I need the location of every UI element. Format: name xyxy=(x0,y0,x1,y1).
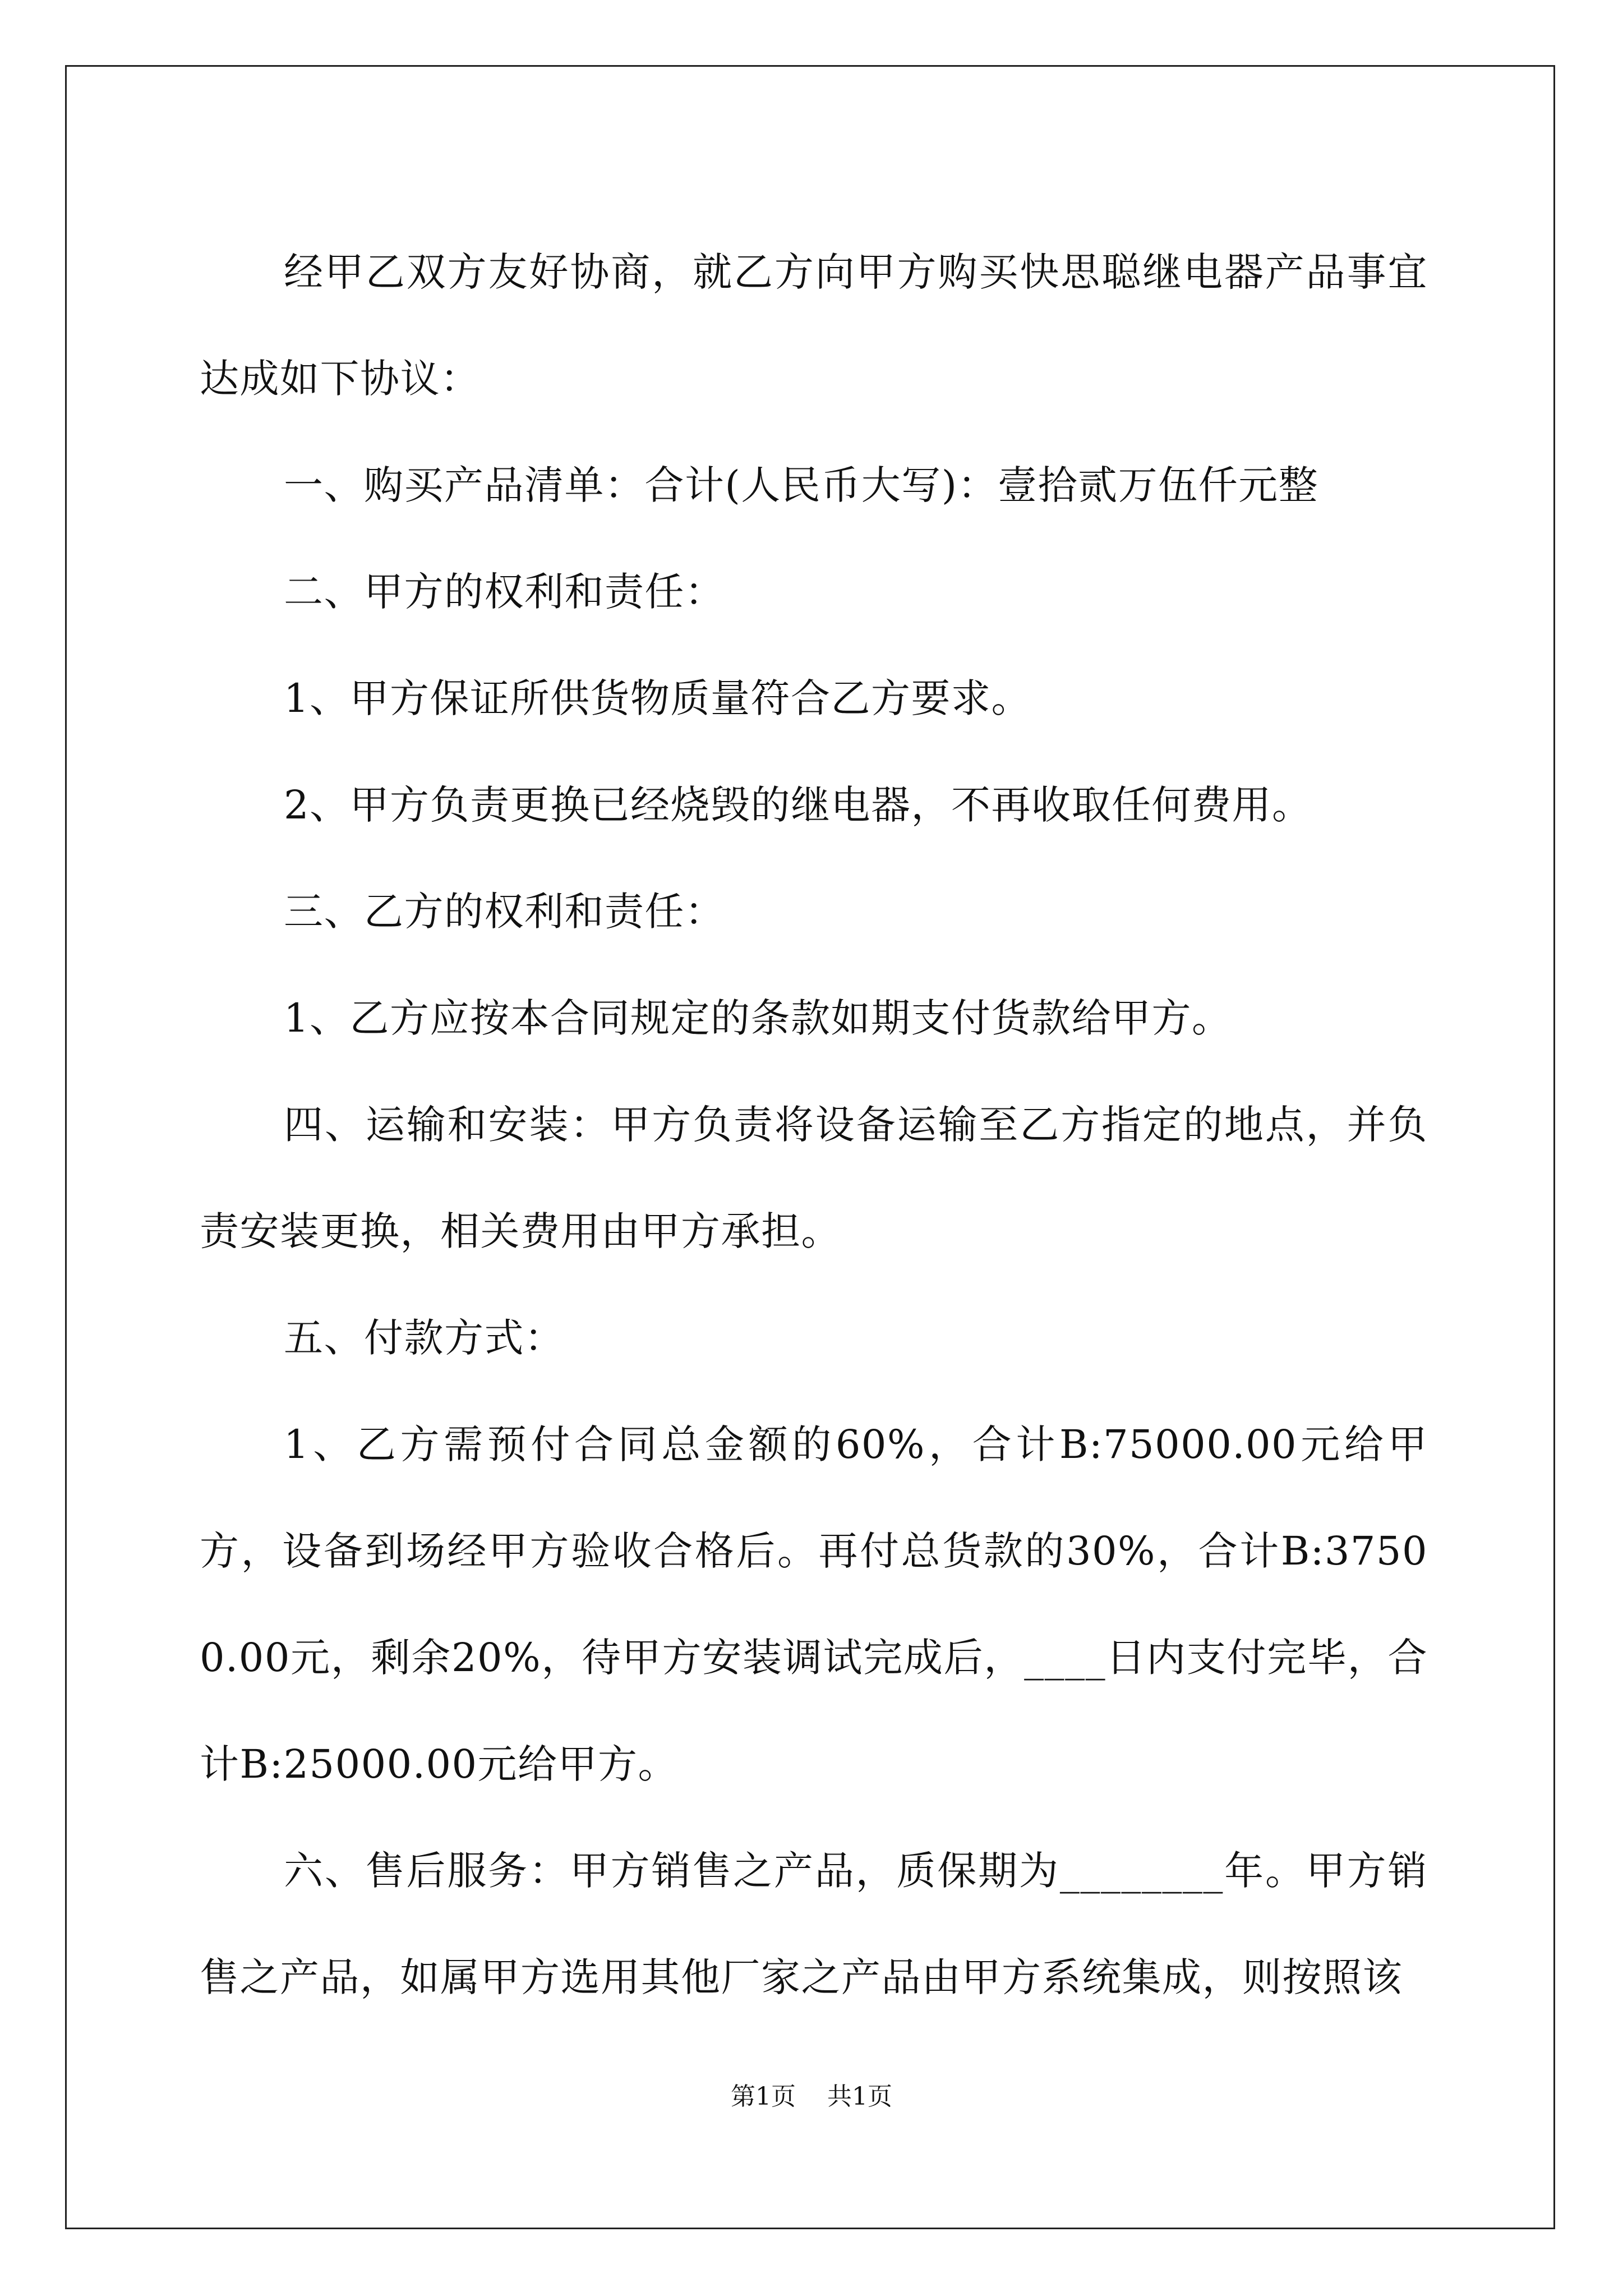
page-footer xyxy=(0,2080,1623,2114)
clause-2-item-2: 2、甲方负责更换已经烧毁的继电器，不再收取任何费用。 xyxy=(284,782,1312,828)
clause-4-transport: 四、运输和安装：甲方负责将设备运输至乙方指定的地点，并负责安装更换，相关费用由甲方承担。 xyxy=(200,1102,1428,1254)
clause-3-heading: 三、乙方的权利和责任： xyxy=(284,889,725,935)
clause-2-heading: 二、甲方的权利和责任： xyxy=(284,569,725,615)
intro-paragraph: 经甲乙双方友好协商，就乙方向甲方购买快思聪继电器产品事宜达成如下协议： xyxy=(200,249,1428,402)
clause-1-product-list: 一、购买产品清单：合计(人民币大写)：壹拾贰万伍仟元整 xyxy=(284,462,1319,508)
clause-2-item-1: 1、甲方保证所供货物质量符合乙方要求。 xyxy=(284,675,1032,721)
clause-6-after-sales: 六、售后服务：甲方销售之产品，质保期为________年。甲方销售之产品，如属甲方选用其他厂家之产品由甲方系统集成，则按照该 xyxy=(200,1848,1428,2000)
clause-3-item-1: 1、乙方应按本合同规定的条款如期支付货款给甲方。 xyxy=(284,995,1232,1041)
document-body xyxy=(200,219,1428,2031)
page-number: 第1页 xyxy=(731,2082,796,2111)
clause-5-item-1: 1、乙方需预付合同总金额的60%，合计B:75000.00元给甲方，设备到场经甲方验收合格后。再付总货款的30%，合计B:37500.00元，剩余20%，待甲方安装调试完成后，____日内支付完毕，合计B:25000.00元给甲方。 xyxy=(200,1421,1428,1787)
page-total: 共1页 xyxy=(827,2082,892,2111)
clause-5-heading: 五、付款方式： xyxy=(284,1315,565,1361)
